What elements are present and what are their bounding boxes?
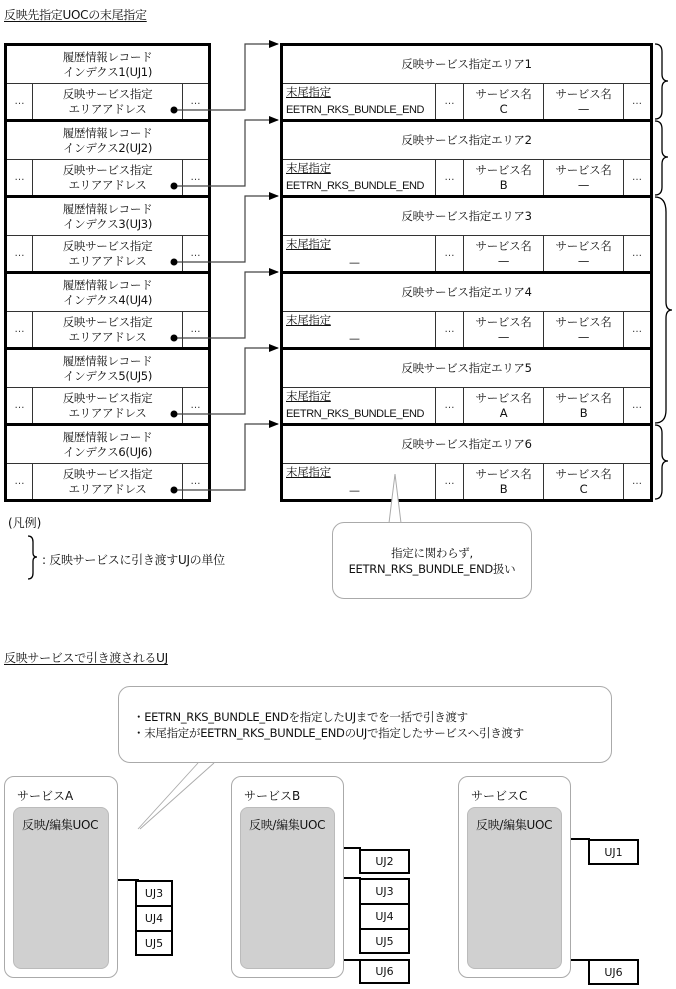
uj-item: UJ5 [137,930,171,955]
service-name-1 [463,235,543,271]
record-block-6 [4,423,211,502]
summary-bubble-tail [138,763,214,829]
record-dots-left: … [7,83,32,119]
addr-line1: 反映サービス指定 [62,466,153,481]
service-c-uj1: UJ1 [588,839,639,865]
summary-bubble [118,686,612,763]
area-dots: … [435,83,463,119]
summary-line2: ・末尾指定がEETRN_RKS_BUNDLE_ENDのUJで指定したサービスへ引き渡す [133,725,524,740]
record-block-4 [4,271,211,350]
legend-text: : 反映サービスに引き渡すUJの単位 [42,553,225,567]
svc-label: サービス名 [555,86,612,101]
record-block-1 [4,43,211,122]
svc-value: C [579,481,588,496]
uj-item: UJ4 [361,903,408,928]
tail-spec-cell [283,387,435,423]
svc-value: B [499,177,508,192]
addr-line2: エリアアドレス [68,329,147,344]
addr-line2: エリアアドレス [68,253,147,268]
tail-label: 末尾指定 [286,389,331,403]
svc-label: サービス名 [475,314,532,329]
area-title: 反映サービス指定エリア6 [401,437,532,451]
record-line1: 履歴情報レコード [62,49,153,64]
record-index-label [7,350,208,387]
svc-value: C [499,101,508,116]
area-dots: … [435,235,463,271]
record-dots-right: … [182,463,208,499]
service-name-2 [543,387,623,423]
uj-item: UJ5 [361,928,408,953]
record-line2: インデクス3(UJ3) [62,216,153,231]
svc-label: サービス名 [555,466,612,481]
uj-item: UJ3 [144,887,164,900]
tail-value: EETRN_RKS_BUNDLE_END [286,408,425,420]
record-line2: インデクス6(UJ6) [62,444,153,459]
area-address-cell [32,159,182,195]
tail-spec-cell [283,311,435,347]
area-address-cell [32,311,182,347]
svc-value: — [577,101,590,116]
addr-line2: エリアアドレス [68,405,147,420]
tail-spec-cell [283,159,435,195]
area-address-cell [32,387,182,423]
legend-title: (凡例) [8,516,42,530]
tail-label: 末尾指定 [286,85,331,99]
service-name-2 [543,159,623,195]
svc-label: サービス名 [555,238,612,253]
area-address-cell [32,83,182,119]
svc-value: B [579,405,588,420]
record-dots-right: … [182,159,208,195]
service-a-uoc [13,807,109,969]
service-area-3 [280,195,653,274]
service-area-1 [280,43,653,122]
svc-label: サービス名 [475,390,532,405]
area-dots: … [435,159,463,195]
record-line2: インデクス1(UJ1) [62,64,153,79]
service-b-uoc [240,807,335,969]
record-dots-left: … [7,311,32,347]
tail-label: 末尾指定 [286,313,331,327]
record-line1: 履歴情報レコード [62,353,153,368]
service-area-4 [280,271,653,350]
record-dots-right: … [182,387,208,423]
service-area-6 [280,423,653,502]
tail-spec-cell [283,83,435,119]
service-name-1 [463,159,543,195]
record-line1: 履歴情報レコード [62,201,153,216]
service-b-uj6: UJ6 [359,959,410,984]
area-dots: … [623,311,650,347]
svc-value: A [499,405,508,420]
record-index-label [7,426,208,463]
svc-label: サービス名 [555,314,612,329]
service-area-5 [280,347,653,426]
record-dots-left: … [7,463,32,499]
service-c-name: サービスC [471,789,528,803]
area-dots: … [435,311,463,347]
service-name-2 [543,311,623,347]
svc-value: — [497,253,510,268]
tail-label: 末尾指定 [286,465,331,479]
record-block-3 [4,195,211,274]
svc-value: — [577,177,590,192]
tail-value: EETRN_RKS_BUNDLE_END [286,104,425,116]
uoc-label: 反映/編集UOC [22,818,99,832]
record-index-label [7,46,208,83]
service-area-2 [280,119,653,198]
service-b-box [231,776,344,978]
service-name-2 [543,235,623,271]
service-b-name: サービスB [244,789,301,803]
service-a-box [4,776,118,978]
area-dots: … [623,159,650,195]
record-dots-left: … [7,387,32,423]
record-dots-right: … [182,235,208,271]
service-name-2 [543,463,623,499]
svc-label: サービス名 [475,86,532,101]
tail-value: EETRN_RKS_BUNDLE_END [286,180,425,192]
area-dots: … [623,463,650,499]
svc-label: サービス名 [475,238,532,253]
svc-value: B [499,481,508,496]
service-c-uoc [467,807,562,969]
record-index-label [7,198,208,235]
service-name-1 [463,83,543,119]
addr-line1: 反映サービス指定 [62,390,153,405]
service-c-uj6: UJ6 [588,959,639,985]
service-name-1 [463,463,543,499]
area-title: 反映サービス指定エリア5 [401,361,532,375]
area-title: 反映サービス指定エリア4 [401,285,532,299]
tail-spec-cell [283,463,435,499]
record-dots-right: … [182,83,208,119]
svc-label: サービス名 [475,162,532,177]
record-line2: インデクス2(UJ2) [62,140,153,155]
note-line1: 指定に関わらず, [391,545,473,560]
service-name-2 [543,83,623,119]
tail-value: — [349,256,360,269]
record-line2: インデクス4(UJ4) [62,292,153,307]
svc-label: サービス名 [555,390,612,405]
record-line2: インデクス5(UJ5) [62,368,153,383]
tail-value: — [349,484,360,497]
svc-value: — [577,329,590,344]
service-name-1 [463,387,543,423]
section1-title: 反映先指定UOCの末尾指定 [4,8,147,22]
area-dots: … [435,387,463,423]
record-block-2 [4,119,211,198]
record-block-5 [4,347,211,426]
svc-label: サービス名 [555,162,612,177]
service-name-1 [463,311,543,347]
uj-item: UJ3 [375,885,394,898]
record-index-label [7,122,208,159]
addr-line1: 反映サービス指定 [62,314,153,329]
addr-line2: エリアアドレス [68,481,147,496]
area-dots: … [623,235,650,271]
area-title: 反映サービス指定エリア2 [401,133,532,147]
summary-line1: ・EETRN_RKS_BUNDLE_ENDを指定したUJまでを一括で引き渡す [133,709,468,724]
uoc-label: 反映/編集UOC [476,818,553,832]
record-line1: 履歴情報レコード [62,277,153,292]
svc-value: — [497,329,510,344]
area-title: 反映サービス指定エリア3 [401,209,532,223]
tail-label: 末尾指定 [286,161,331,175]
tail-label: 末尾指定 [286,237,331,251]
area-dots: … [623,83,650,119]
service-b-uj2: UJ2 [359,849,410,874]
record-dots-left: … [7,235,32,271]
svc-label: サービス名 [475,466,532,481]
addr-line2: エリアアドレス [68,101,147,116]
area-address-cell [32,235,182,271]
tail-spec-cell [283,235,435,271]
record-dots-right: … [182,311,208,347]
area-dots: … [623,387,650,423]
addr-line1: 反映サービス指定 [62,162,153,177]
record-index-label [7,274,208,311]
service-b-uj-bundle [359,878,410,954]
record-line1: 履歴情報レコード [62,429,153,444]
record-line1: 履歴情報レコード [62,125,153,140]
area-address-cell [32,463,182,499]
service-a-name: サービスA [17,789,74,803]
area-title: 反映サービス指定エリア1 [401,57,532,71]
service-c-box [458,776,571,978]
service-a-uj-bundle [135,880,173,956]
uj-item: UJ4 [137,905,171,930]
addr-line1: 反映サービス指定 [62,86,153,101]
svc-value: — [577,253,590,268]
uoc-label: 反映/編集UOC [249,818,326,832]
addr-line1: 反映サービス指定 [62,238,153,253]
area-dots: … [435,463,463,499]
record-dots-left: … [7,159,32,195]
addr-line2: エリアアドレス [68,177,147,192]
note-bubble [332,522,532,599]
note-line2: EETRN_RKS_BUNDLE_END扱い [348,561,516,576]
section2-title: 反映サービスで引き渡されるUJ [4,651,168,665]
tail-value: — [349,332,360,345]
